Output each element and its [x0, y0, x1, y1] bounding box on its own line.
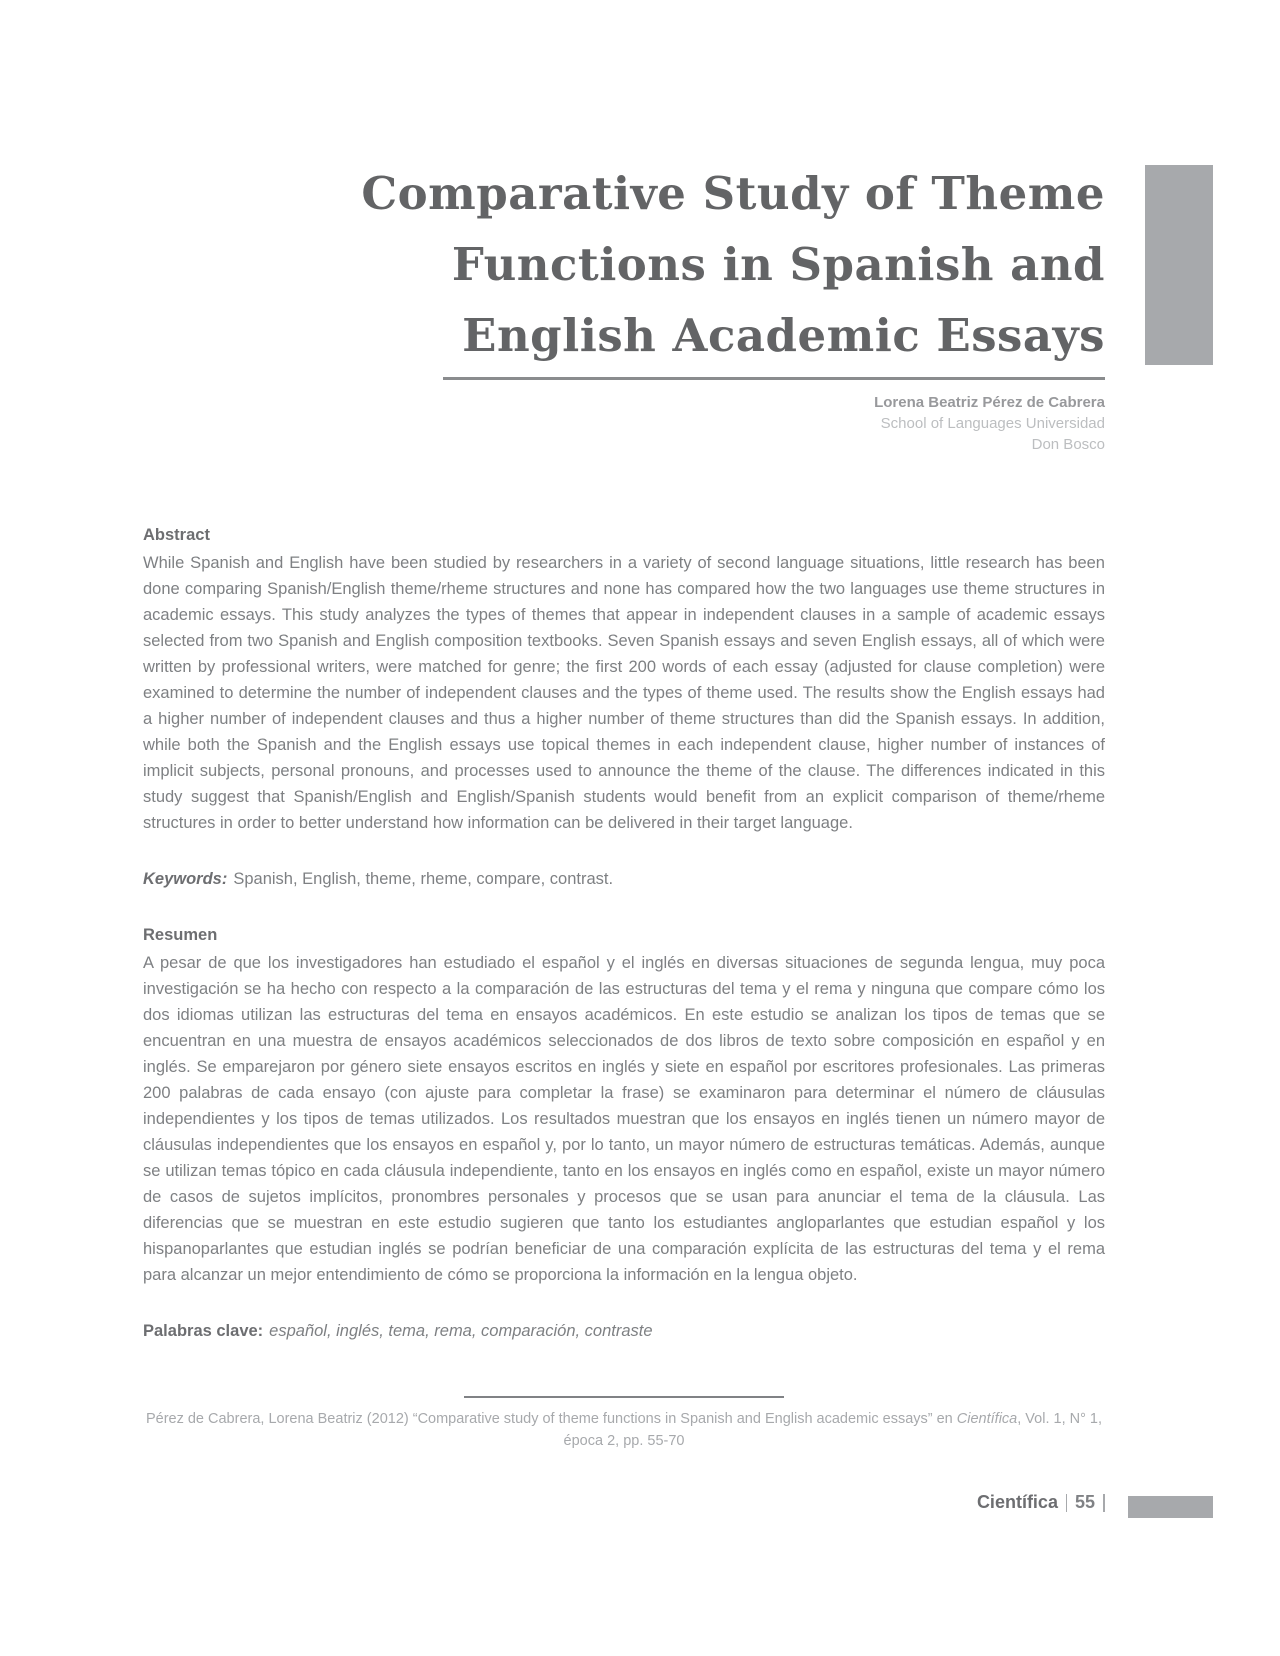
author-affiliation-line-1: School of Languages Universidad — [880, 415, 1105, 432]
abstract-text: While Spanish and English have been studied by researchers in a variety of second language situations, little research has been done comparing Spanish/English theme/rheme structures and none has compared how the two languages use theme structures in academic essays. This study analyzes the types of themes that appear in independent clauses in a sample of academic essays selected from two Spanish and English composition textbooks. Seven Spanish essays and seven English essays, all of which were written by professional writers, were matched for genre; the first 200 words of each essay (adjusted for clause completion) were examined to determine the number of independent clauses and the types of theme used. The results show the English essays had a higher number of independent clauses and thus a higher number of theme structures than did the Spanish essays. In addition, while both the Spanish and the English essays use topical themes in each independent clause, higher number of instances of implicit subjects, personal pronouns, and processes used to announce the theme of the clause. The differences indicated in this study suggest that Spanish/English and English/Spanish students would benefit from an explicit comparison of theme/rheme structures in order to better understand how information can be delivered in their target language. — [143, 554, 1105, 832]
article-title — [143, 158, 1105, 371]
resumen-heading: Resumen — [143, 926, 218, 944]
page-number: 55 — [1074, 1492, 1095, 1512]
keywords-label: Keywords: — [143, 870, 228, 888]
palabras-clave-text: español, inglés, tema, rema, comparación, contraste — [269, 1322, 653, 1340]
palabras-clave-line — [143, 1318, 1105, 1344]
footer-citation-journal: Científica — [956, 1411, 1018, 1427]
right-margin-tab — [1145, 165, 1213, 365]
article-title-line-3: English Academic Essays — [462, 309, 1105, 362]
palabras-clave-label: Palabras clave: — [143, 1322, 264, 1340]
bottom-right-margin-block — [1128, 1496, 1213, 1518]
author-affiliation-line-2: Don Bosco — [1031, 436, 1105, 453]
resumen-text: A pesar de que los investigadores han estudiado el español y el inglés en diversas situaciones de segunda lengua, muy poca investigación se ha hecho con respecto a la comparación de las estructuras del tema y el rema y ninguna que compare cómo los dos idiomas utilizan las estructuras del tema en ensayos académicos. En este estudio se analizan los tipos de temas que se encuentran en una muestra de ensayos académicos seleccionados de dos libros de texto sobre composición en español y en inglés. Se emparejaron por género siete ensayos escritos en inglés y siete en español por escritores profesionales. Las primeras 200 palabras de cada ensayo (con ajuste para completar la frase) se examinaron para determinar el número de cláusulas independientes y los tipos de temas utilizados. Los resultados muestran que los ensayos en inglés tienen un número mayor de cláusulas independientes que los ensayos en español y, por lo tanto, un mayor número de estructuras temáticas. Además, aunque se utilizan temas tópico en cada cláusula independiente, tanto en los ensayos en inglés como en español, existe un mayor número de casos de sujetos implícitos, pronombres personales y procesos que se usan para anunciar el tema de la cláusula. Las diferencias que se muestran en este estudio sugieren que tanto los estudiantes angloparlantes que estudian español y los hispanoparlantes que estudian inglés se podrían beneficiar de una comparación explícita de las estructuras del tema y el rema para alcanzar un mejor entendimiento de cómo se proporciona la información en la lengua objeto. — [143, 954, 1105, 1284]
article-title-line-1: Comparative Study of Theme — [361, 167, 1105, 220]
keywords-text: Spanish, English, theme, rheme, compare, contrast. — [233, 870, 614, 888]
author-name: Lorena Beatriz Pérez de Cabrera — [874, 394, 1105, 411]
journal-name: Científica — [976, 1492, 1058, 1512]
footer-citation-part2: , Vol. 1, N° 1, época 2, pp. 55-70 — [563, 1411, 1103, 1449]
footer-citation-text — [143, 1408, 1105, 1452]
title-divider-rule — [443, 377, 1105, 380]
article-body — [143, 522, 1105, 1344]
footer-divider-rule — [464, 1396, 784, 1398]
page-marker — [143, 1492, 1105, 1513]
footer-citation-part1: Pérez de Cabrera, Lorena Beatriz (2012) “Comparative study of theme functions in Spanish and English academic essays” en — [145, 1411, 957, 1427]
author-block — [143, 392, 1105, 455]
abstract-heading: Abstract — [143, 526, 210, 544]
page-marker-divider-2 — [1103, 1494, 1105, 1512]
keywords-line — [143, 866, 1105, 892]
footer-citation — [143, 1396, 1105, 1452]
article-title-line-2: Functions in Spanish and — [451, 238, 1105, 291]
page-marker-divider — [1066, 1494, 1067, 1512]
